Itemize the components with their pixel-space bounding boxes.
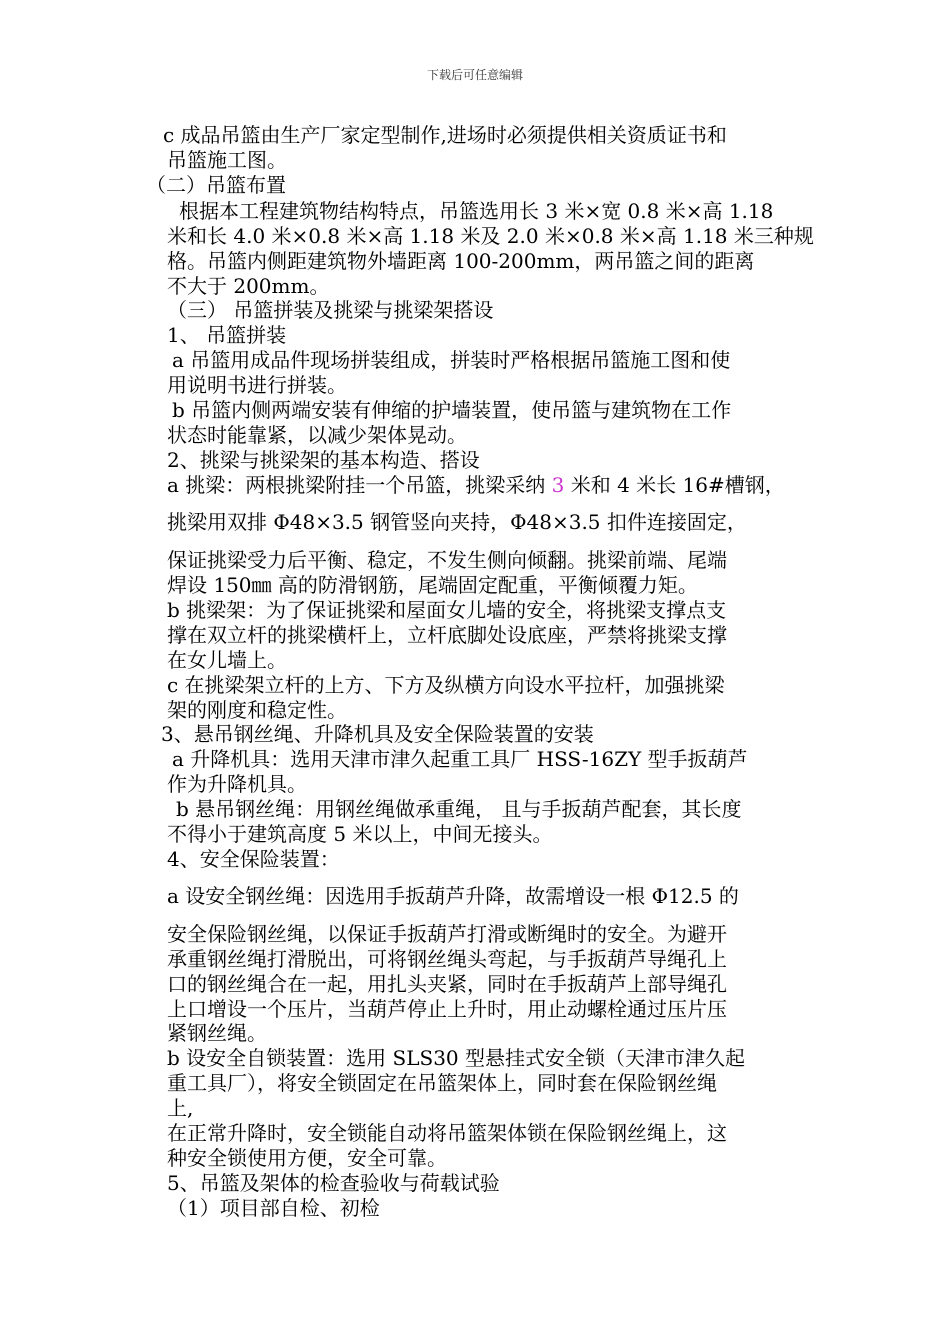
subsection-heading: （1）项目部自检、初检 — [167, 1196, 380, 1220]
text-line: 格。吊篮内侧距建筑物外墙距离 100-200mm，两吊篮之间的距离 — [167, 249, 755, 273]
text-line: 安全保险钢丝绳，以保证手扳葫芦打滑或断绳时的安全。为避开 — [167, 922, 727, 946]
text-line: 在女儿墙上。 — [167, 648, 287, 672]
highlighted-number: 3 — [551, 473, 565, 497]
text-line: 重工具厂），将安全锁固定在吊篮架体上，同时套在保险钢丝绳 — [167, 1071, 717, 1095]
subsection-heading: 1、 吊篮拼装 — [167, 323, 287, 347]
text-line: a 吊篮用成品件现场拼装组成，拼装时严格根据吊篮施工图和使 — [172, 348, 731, 372]
text-line: 上, — [167, 1096, 194, 1120]
text-line: 在正常升降时，安全锁能自动将吊篮架体锁在保险钢丝绳上，这 — [167, 1121, 727, 1145]
subsection-heading: 2、挑梁与挑梁架的基本构造、搭设 — [167, 448, 480, 472]
text-line: b 设安全自锁装置：选用 SLS30 型悬挂式安全锁（天津市津久起 — [167, 1046, 746, 1070]
section-heading: （二）吊篮布置 — [146, 173, 286, 197]
text-line: 焊设 150㎜ 高的防滑钢筋，尾端固定配重，平衡倾覆力矩。 — [167, 573, 698, 597]
subsection-heading: 4、安全保险装置： — [167, 847, 340, 871]
page-header: 下载后可任意编辑 — [426, 68, 523, 82]
subsection-heading: 3、悬吊钢丝绳、升降机具及安全保险装置的安装 — [161, 722, 594, 746]
text-line: 撑在双立杆的挑梁横杆上，立杆底脚处设底座，严禁将挑梁支撑 — [167, 623, 727, 647]
text-segment: a 挑梁：两根挑梁附挂一个吊篮，挑梁采纳 — [167, 473, 552, 497]
section-heading: （三） 吊篮拼装及挑梁与挑梁架搭设 — [167, 298, 494, 322]
text-segment: 米和 4 米长 16#槽钢， — [564, 473, 785, 497]
text-line: c 成品吊篮由生产厂家定型制作,进场时必须提供相关资质证书和 — [163, 123, 727, 147]
text-line — [167, 473, 785, 498]
text-line: b 吊篮内侧两端安装有伸缩的护墙装置，使吊篮与建筑物在工作 — [172, 398, 732, 422]
text-line: 不得小于建筑高度 5 米以上，中间无接头。 — [167, 822, 553, 846]
text-line: 米和长 4.0 米×0.8 米×高 1.18 米及 2.0 米×0.8 米×高 1.18 米三种规 — [167, 224, 814, 248]
text-line: 挑梁用双排 Φ48×3.5 钢管竖向夹持，Φ48×3.5 扣件连接固定， — [167, 510, 747, 534]
text-line: 吊篮施工图。 — [167, 148, 287, 172]
text-line: 紧钢丝绳。 — [167, 1021, 267, 1045]
text-line: c 在挑梁架立杆的上方、下方及纵横方向设水平拉杆，加强挑梁 — [167, 673, 725, 697]
text-line: b 悬吊钢丝绳：用钢丝绳做承重绳， 且与手扳葫芦配套，其长度 — [176, 797, 742, 821]
text-line: 承重钢丝绳打滑脱出，可将钢丝绳头弯起，与手扳葫芦导绳孔上 — [167, 947, 727, 971]
text-line: 架的刚度和稳定性。 — [167, 698, 347, 722]
text-line: 种安全锁使用方便，安全可靠。 — [167, 1146, 447, 1170]
text-line: 根据本工程建筑物结构特点，吊篮选用长 3 米×宽 0.8 米×高 1.18 — [179, 199, 774, 223]
text-line: 状态时能靠紧，以减少架体晃动。 — [167, 423, 467, 447]
text-line: 保证挑梁受力后平衡、稳定，不发生侧向倾翻。挑梁前端、尾端 — [167, 548, 727, 572]
text-line: 作为升降机具。 — [167, 772, 307, 796]
text-line: 口的钢丝绳合在一起，用扎头夹紧，同时在手扳葫芦上部导绳孔 — [167, 972, 727, 996]
subsection-heading: 5、吊篮及架体的检查验收与荷载试验 — [167, 1171, 500, 1195]
text-line: 不大于 200mm。 — [167, 274, 330, 298]
text-line: a 升降机具：选用天津市津久起重工具厂 HSS-16ZY 型手扳葫芦 — [172, 747, 748, 771]
text-line: a 设安全钢丝绳：因选用手扳葫芦升降，故需增设一根 Φ12.5 的 — [167, 884, 739, 908]
text-line: b 挑梁架：为了保证挑梁和屋面女儿墙的安全，将挑梁支撑点支 — [167, 598, 727, 622]
text-line: 用说明书进行拼装。 — [167, 373, 347, 397]
text-line: 上口增设一个压片，当葫芦停止上升时，用止动螺栓通过压片压 — [167, 997, 727, 1021]
